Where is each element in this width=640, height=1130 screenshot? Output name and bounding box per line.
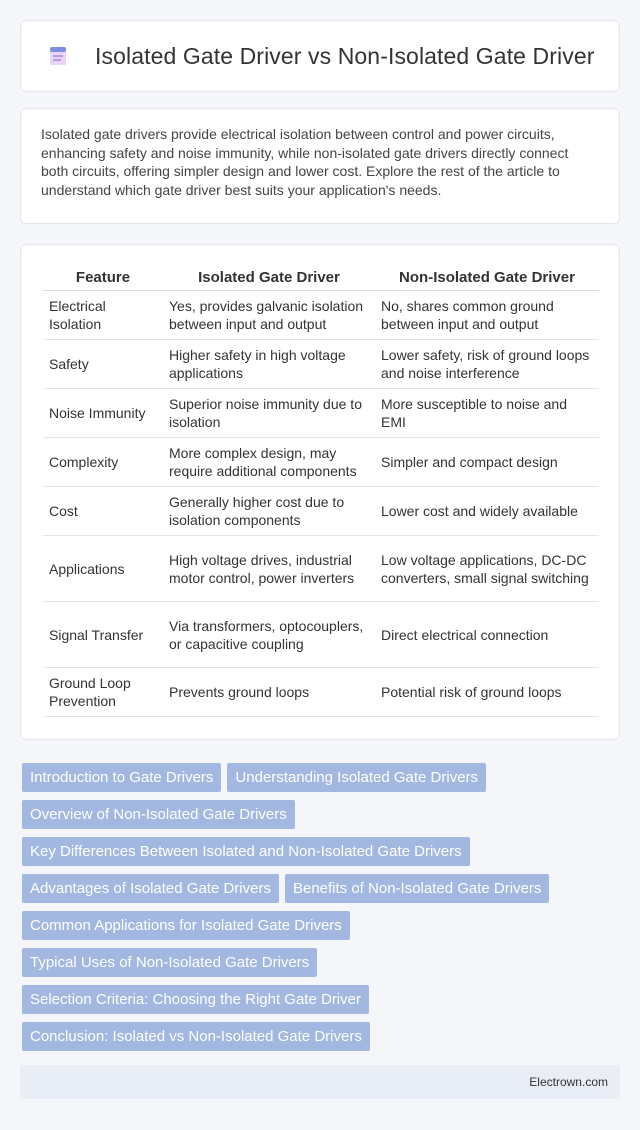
table-row	[43, 602, 599, 668]
non-isolated-cell: No, shares common ground between input and output	[375, 291, 599, 340]
non-isolated-cell: Potential risk of ground loops	[375, 668, 599, 717]
table-header-row	[43, 265, 599, 291]
feature-cell: Complexity	[43, 438, 163, 487]
feature-cell: Safety	[43, 340, 163, 389]
isolated-cell: More complex design, may require additional components	[163, 438, 375, 487]
feature-cell: Noise Immunity	[43, 389, 163, 438]
toc-link[interactable]: Common Applications for Isolated Gate Drivers	[22, 911, 350, 940]
toc-row	[22, 763, 618, 800]
table-row	[43, 438, 599, 487]
header-isolated: Isolated Gate Driver	[163, 265, 375, 291]
table-row	[43, 340, 599, 389]
toc-link[interactable]: Advantages of Isolated Gate Drivers	[22, 874, 279, 903]
toc-link[interactable]: Introduction to Gate Drivers	[22, 763, 221, 792]
toc-link[interactable]: Benefits of Non-Isolated Gate Drivers	[285, 874, 549, 903]
isolated-cell: Higher safety in high voltage applications	[163, 340, 375, 389]
table-row	[43, 668, 599, 717]
footer-text: Electrown.com	[529, 1075, 608, 1089]
toc-row	[22, 948, 618, 985]
toc-row	[22, 1022, 618, 1059]
non-isolated-cell: Simpler and compact design	[375, 438, 599, 487]
non-isolated-cell: Lower cost and widely available	[375, 487, 599, 536]
non-isolated-cell: Lower safety, risk of ground loops and noise interference	[375, 340, 599, 389]
toc-link[interactable]: Understanding Isolated Gate Drivers	[227, 763, 486, 792]
header-non-isolated: Non-Isolated Gate Driver	[375, 265, 599, 291]
feature-cell: Electrical Isolation	[43, 291, 163, 340]
isolated-cell: Generally higher cost due to isolation components	[163, 487, 375, 536]
isolated-cell: High voltage drives, industrial motor control, power inverters	[163, 536, 375, 602]
footer	[20, 1065, 620, 1099]
feature-cell: Cost	[43, 487, 163, 536]
header-feature: Feature	[43, 265, 163, 291]
intro-card	[20, 108, 620, 224]
table-row	[43, 389, 599, 438]
toc-row	[22, 911, 618, 948]
table-row	[43, 536, 599, 602]
toc-link[interactable]: Key Differences Between Isolated and Non-Isolated Gate Drivers	[22, 837, 470, 866]
table-row	[43, 291, 599, 340]
isolated-cell: Prevents ground loops	[163, 668, 375, 717]
header-card	[20, 20, 620, 92]
feature-cell: Applications	[43, 536, 163, 602]
isolated-cell: Superior noise immunity due to isolation	[163, 389, 375, 438]
toc-row	[22, 985, 618, 1022]
toc-row	[22, 874, 618, 911]
non-isolated-cell: Low voltage applications, DC-DC converters, small signal switching	[375, 536, 599, 602]
non-isolated-cell: More susceptible to noise and EMI	[375, 389, 599, 438]
isolated-cell: Yes, provides galvanic isolation between input and output	[163, 291, 375, 340]
intro-text: Isolated gate drivers provide electrical isolation between control and power circuits, enhancing safety and noise immunity, while non-isolated gate drivers directly connect both circuits, offering simpler design and lower cost. Explore the rest of the article to understand which gate driver best suits your application's needs.	[41, 126, 569, 198]
page-title: Isolated Gate Driver vs Non-Isolated Gate Driver	[95, 42, 595, 69]
table-row	[43, 487, 599, 536]
toc-link[interactable]: Conclusion: Isolated vs Non-Isolated Gate Drivers	[22, 1022, 370, 1051]
comparison-table	[43, 265, 599, 717]
feature-cell: Signal Transfer	[43, 602, 163, 668]
feature-cell: Ground Loop Prevention	[43, 668, 163, 717]
comparison-card	[20, 244, 620, 740]
toc-link[interactable]: Selection Criteria: Choosing the Right Gate Driver	[22, 985, 369, 1014]
isolated-cell: Via transformers, optocouplers, or capacitive coupling	[163, 602, 375, 668]
toc-link[interactable]: Overview of Non-Isolated Gate Drivers	[22, 800, 295, 829]
toc-row	[22, 837, 618, 874]
toc-link[interactable]: Typical Uses of Non-Isolated Gate Drivers	[22, 948, 317, 977]
toc-row	[22, 800, 618, 837]
document-icon	[47, 45, 69, 67]
table-of-contents	[22, 763, 618, 1059]
non-isolated-cell: Direct electrical connection	[375, 602, 599, 668]
